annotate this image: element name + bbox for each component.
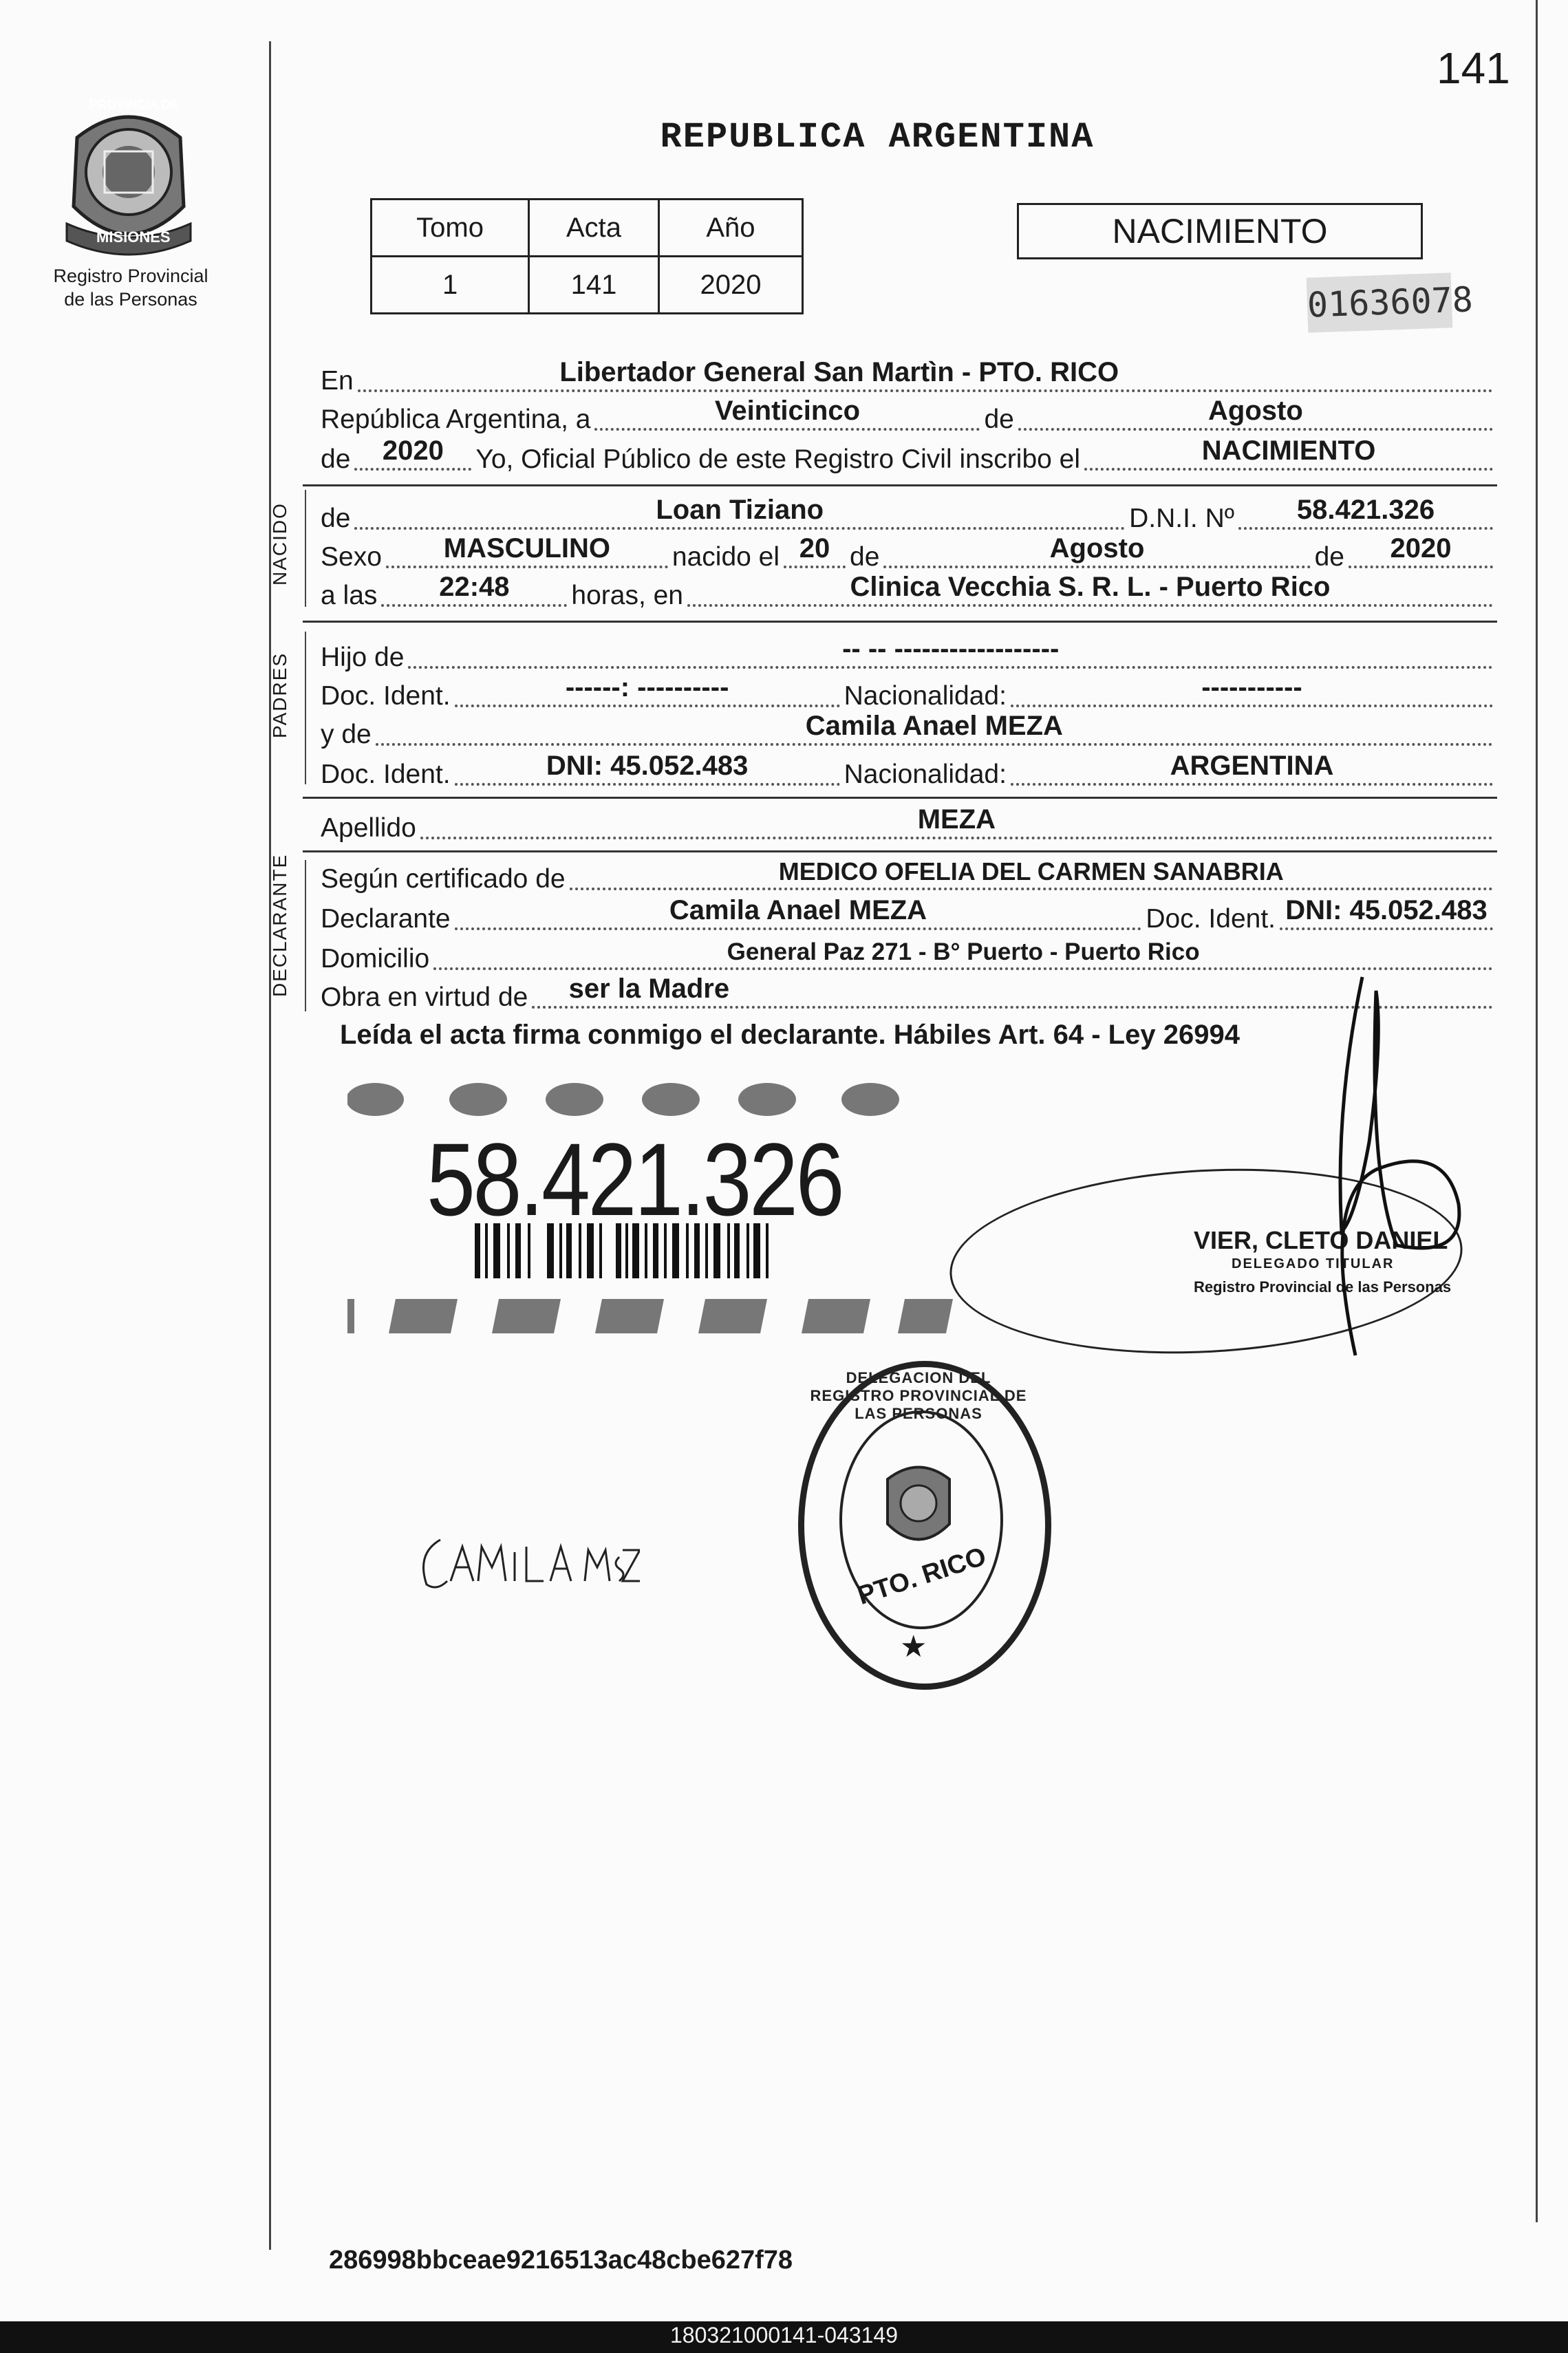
obra-label: Obra en virtud de xyxy=(321,982,528,1012)
decl-label: Declarante xyxy=(321,904,451,934)
cert-value: MEDICO OFELIA DEL CARMEN SANABRIA xyxy=(778,857,1284,885)
official-role: DELEGADO TITULAR xyxy=(1232,1256,1395,1271)
de-label-3: de xyxy=(321,504,351,533)
declarante-value: Camila Anael MEZA xyxy=(669,895,927,925)
document-hash: 286998bbceae9216513ac48cbe627f78 xyxy=(329,2246,793,2275)
cert-label: Según certificado de xyxy=(321,864,566,894)
doc-type-box: NACIMIENTO xyxy=(1017,203,1423,259)
official-name: VIER, CLETO DANIEL xyxy=(1194,1226,1448,1254)
right-margin-line xyxy=(1536,0,1538,2222)
value-anio: 2020 xyxy=(658,257,802,314)
handwritten-signature xyxy=(413,1526,640,1602)
decl-doc-label: Doc. Ident. xyxy=(1146,904,1276,934)
row-mother-doc xyxy=(321,744,1497,793)
divider-1 xyxy=(303,484,1497,486)
birth-day-value: 20 xyxy=(799,533,830,563)
horas-label: horas, en xyxy=(571,581,683,610)
mother-nat-value: ARGENTINA xyxy=(1170,751,1334,781)
father-value: -- -- ------------------ xyxy=(842,634,1060,664)
hijo-label: Hijo de xyxy=(321,643,405,672)
emblem-top-text: PROVINCIA DE xyxy=(89,98,179,111)
nac-label-2: Nacionalidad: xyxy=(844,760,1007,789)
registry-table xyxy=(370,198,804,314)
header-tomo: Tomo xyxy=(372,200,529,257)
place-value: Libertador General San Martìn - PTO. RICO xyxy=(559,357,1119,387)
father-doc-value: ------: ---------- xyxy=(565,672,729,702)
father-nat-value: ----------- xyxy=(1201,672,1302,702)
y-de-label: y de xyxy=(321,720,372,749)
child-dni-value: 58.421.326 xyxy=(1296,495,1435,525)
handwritten-signature-icon xyxy=(413,1526,640,1602)
left-margin-line xyxy=(269,41,271,2250)
year-value: 2020 xyxy=(382,436,444,466)
page-title: REPUBLICA ARGENTINA xyxy=(660,117,1095,158)
value-acta: 141 xyxy=(529,257,659,314)
nac-label: Nacionalidad: xyxy=(844,681,1007,711)
birth-year-value: 2020 xyxy=(1390,533,1452,563)
row-time-place xyxy=(321,566,1497,614)
dni-label: D.N.I. Nº xyxy=(1129,504,1234,533)
de-label-4: de xyxy=(850,542,880,572)
seal-emblem xyxy=(877,1459,960,1555)
birth-place-value: Clinica Vecchia S. R. L. - Puerto Rico xyxy=(850,572,1331,602)
de-label-2: de xyxy=(321,444,351,474)
closing-text: Leída el acta firma conmigo el declarante. Hábiles Art. 64 - Ley 26994 xyxy=(340,1020,1240,1050)
big-id-number: 58.421.326 xyxy=(427,1121,843,1237)
de-label: de xyxy=(984,405,1014,434)
act-type-value: NACIMIENTO xyxy=(1201,436,1376,466)
official-signature xyxy=(1293,970,1486,1383)
divider-2 xyxy=(303,621,1497,623)
padres-bracket xyxy=(305,632,306,784)
obra-value: ser la Madre xyxy=(568,974,730,1004)
serial-stamp: 01636078 xyxy=(1307,272,1453,332)
a-las-label: a las xyxy=(321,581,378,610)
en-label: En xyxy=(321,366,354,396)
doc-label-2: Doc. Ident. xyxy=(321,760,451,789)
apellido-label: Apellido xyxy=(321,813,416,843)
footer-code: 180321000141-043149 xyxy=(670,2323,898,2347)
seal-center-text: PTO. RICO xyxy=(854,1542,990,1611)
seal-star-icon: ★ xyxy=(900,1630,927,1664)
page-number: 141 xyxy=(1437,43,1510,93)
row-apellido xyxy=(321,798,1497,846)
de-label-5: de xyxy=(1314,542,1344,572)
section-label-padres: PADRES xyxy=(269,652,290,738)
value-tomo: 1 xyxy=(372,257,529,314)
declarante-doc-value: DNI: 45.052.483 xyxy=(1285,895,1488,925)
emblem-caption-2: de las Personas xyxy=(64,289,197,310)
republic-label: República Argentina, a xyxy=(321,405,591,434)
official-office: Registro Provincial de las Personas xyxy=(1194,1278,1452,1296)
section-label-declarante: DECLARANTE xyxy=(269,853,290,997)
apellido-value: MEZA xyxy=(917,804,996,835)
nacido-bracket xyxy=(305,490,306,607)
seal-emblem-icon xyxy=(877,1459,960,1555)
oficial-text: Yo, Oficial Público de este Registro Civil inscribo el xyxy=(475,444,1081,474)
birth-time-value: 22:48 xyxy=(439,572,510,602)
dom-label: Domicilio xyxy=(321,944,430,974)
section-label-nacido: NACIDO xyxy=(269,502,290,585)
header-acta: Acta xyxy=(529,200,659,257)
sexo-label: Sexo xyxy=(321,542,382,572)
sexo-value: MASCULINO xyxy=(443,533,611,563)
day-words-value: Veinticinco xyxy=(714,396,861,426)
mother-value: Camila Anael MEZA xyxy=(805,711,1063,741)
seal-ring-text: DELEGACION DEL REGISTRO PROVINCIAL DE LAS PERSONAS xyxy=(810,1369,1027,1422)
emblem-bottom-text: MISIONES xyxy=(96,228,171,246)
declarante-bracket xyxy=(305,860,306,1011)
birth-month-value: Agosto xyxy=(1049,533,1145,563)
nacido-label: nacido el xyxy=(672,542,780,572)
header-anio: Año xyxy=(658,200,802,257)
child-name-value: Loan Tiziano xyxy=(656,495,824,525)
emblem-caption-1: Registro Provincial xyxy=(53,266,208,286)
row-year xyxy=(321,429,1497,477)
signature-stroke-icon xyxy=(1293,970,1486,1383)
mother-doc-value: DNI: 45.052.483 xyxy=(546,751,749,781)
month-value: Agosto xyxy=(1208,396,1303,426)
doc-label: Doc. Ident. xyxy=(321,681,451,711)
address-value: General Paz 271 - B° Puerto - Puerto Rico xyxy=(727,938,1200,965)
